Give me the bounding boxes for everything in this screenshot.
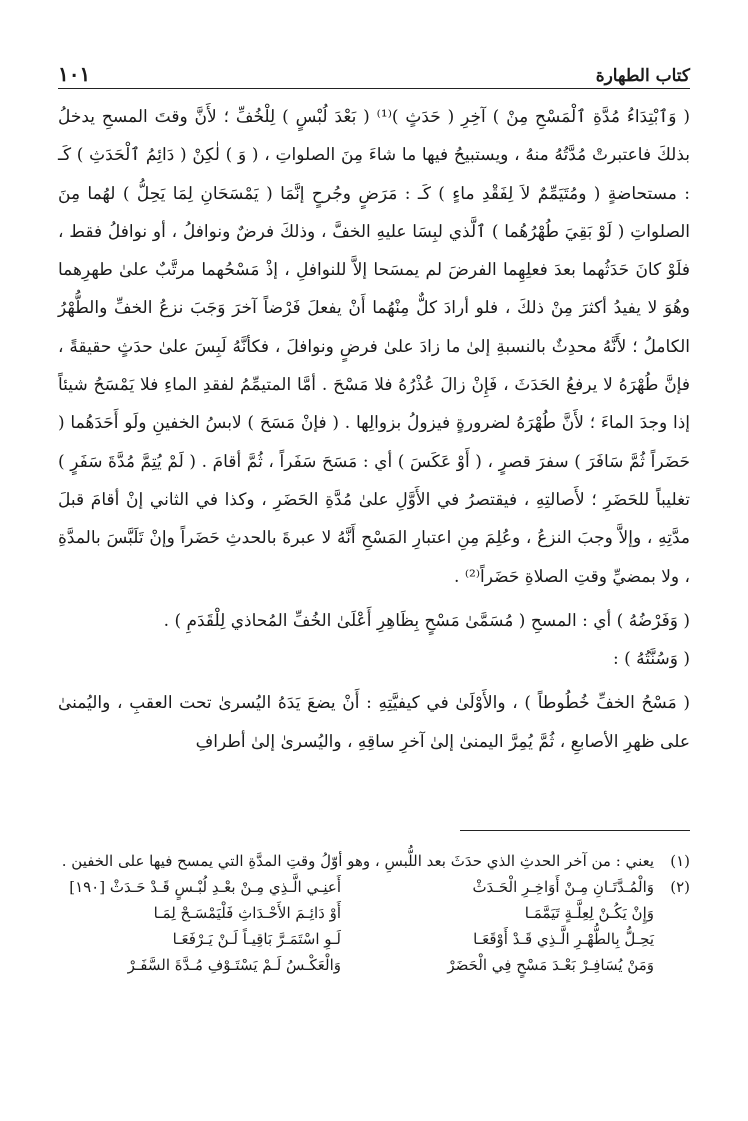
header-rule bbox=[58, 88, 690, 89]
paragraph: ( وَٱبْتِدَاءُ مُدَّةِ ٱلْمَسْحِ مِنْ ) آخِرِ ( حَدَثٍ )⁽¹⁾ ( بَعْدَ لُبْسٍ ) لِلْخُفِّ ؛ لأَنَّ وقتَ المسحِ يدخلُ بذلكَ فاعتبرتْ مُدَّتُهُ منهُ ، ويستبيحُ فيها ما شاءَ مِنَ الصلواتِ ، ( وَ ) لٰكِنْ ( دَائِمُ ٱلْحَدَثِ ) كَـ : مستحاضةٍ ( ومُتَيَمِّمٌ لاَ لِفَقْدِ ماءٍ ) كَـ : مَرَضٍ وجُرحٍ إنَّمَا ( يَمْسَحَانِ لِمَا يَحِلُّ ) لهُما مِنَ الصلواتِ ( لَوْ بَقِيَ طُهْرُهُما ) ٱلَّذي لبِسَا عليهِ الخفَّ ، وذلكَ فرضٌ ونوافلُ ، أو نوافلُ فقط ، فلَوْ كانَ حَدَثُهما بعدَ فعلِهِما الفرضَ لم يمسَحا إلاَّ للنوافلِ ، إذْ مَسْحُهما مرتَّبٌ علىٰ طهرِهما وهُوَ لا يفيدُ أكثرَ مِنْ ذلكَ ، فلو أرادَ كلٌّ مِنْهُما أَنْ يفعلَ فَرْضاً آخرَ وَجَبَ نزعُ الخفِّ والطُّهْرُ الكاملُ ؛ لأَنَّهُ محدِثٌ بالنسبةِ إلىٰ ما زادَ علىٰ فرضٍ ونوافلَ ، فكأنَّهُ لَبِسَ علىٰ حدَثٍ حقيقةً ، فإنَّ طُهْرَهُ لا يرفعُ الحَدَثَ ، فَإِنْ زالَ عُذْرُهُ فلا مَسْحَ . أمَّا المتيمِّمُ لفقدِ الماءِ فلا يَمْسَحُ شيئاً إذا وجدَ الماءَ ؛ لأَنَّ طُهْرَهُ لضرورةٍ فيزولُ بزوالِها . ( فإنْ مَسَحَ ) لابسُ الخفينِ ولَو أَحَدَهُما ( حَضَراً ثُمَّ سَافَرَ ) سفرَ قصرٍ ، ( أَوْ عَكَسَ ) أي : مَسَحَ سَفَراً ، ثُمَّ أقامَ . ( لَمْ يُتِمَّ مُدَّةَ سَفَرٍ ) تغليباً للحَضَرِ ؛ لأَصالتِهِ ، فيقتصرُ في الأَوَّلِ علىٰ مُدَّةِ الحَضَرِ ، وكذا في الثاني إنْ أقامَ قبلَ مدَّتِهِ ، وإلاَّ وجبَ النزعُ ، وعُلِمَ مِنِ اعتبارِ المَسْحِ أَنَّهُ لا عبرةَ بالحدثِ حَضَراً وإنْ تَلَبَّسَ بالمدَّةِ ، ولا بمضيِّ وقتِ الصلاةِ حَضَراً⁽²⁾ . bbox=[58, 107, 691, 587]
verse-hemistich: أَوْ دَائِـمَ الأَحْـدَاثِ فَلْيَمْسَـحْ لِمَـا bbox=[153, 904, 341, 922]
verse-hemistich: وَإِنْ يَكُـنْ لِعِلَّـةٍ تَيَمَّمَـا bbox=[524, 904, 654, 922]
main-text bbox=[58, 98, 690, 761]
footnote-number: (١) bbox=[670, 852, 690, 870]
running-header bbox=[58, 56, 690, 86]
paragraph: ( وَفَرْضُهُ ) أي : المسحِ ( مُسَمَّىٰ مَسْحٍ بِظَاهِرِ أَعْلَىٰ الخُفِّ المُحاذي لِلْقَدَمِ ) . bbox=[163, 610, 690, 631]
paragraph: ( مَسْحُ الخفِّ خُطُوطاً ) ، والأَوْلَىٰ في كيفيَّتِهِ : أَنْ يضعَ يَدَهُ اليُسرىٰ تحت العقبِ ، واليُمنىٰ على ظهرِ الأصابعِ ، ثُمَّ يُمِرَّ اليمنىٰ إلىٰ آخرِ ساقِهِ ، واليُسرىٰ إلىٰ أطرافِ bbox=[58, 693, 690, 752]
footnote-text: يعني : من آخر الحدثِ الذي حدَثَ بعد اللُّبسِ ، وهو أوّلُ وقتِ المدَّةِ التي يمسح فيها على الخفين . bbox=[61, 852, 654, 870]
verse-hemistich: أَعنِـي الَّـذِي مِـنْ بعْـدِ لُبْـسٍ قَـدْ حَـدَثْ [١٩٠] bbox=[69, 878, 341, 896]
chapter-title: كتاب الطهارة bbox=[595, 66, 690, 86]
verse-hemistich: وَالْمُـدَّتَـانِ مِـنْ أَوَاخِـرِ الْحَـدَثْ bbox=[472, 878, 654, 896]
verse-hemistich: يَحِـلُّ بِالطُّهْـرِ الَّـذِي قَـدْ أَوْقَعَـا bbox=[473, 930, 654, 948]
footnote-number: (٢) bbox=[670, 878, 690, 896]
footnote-rule bbox=[460, 830, 690, 831]
footnotes bbox=[58, 848, 690, 978]
poem-verses bbox=[58, 874, 654, 978]
verse-hemistich: وَمَنْ يُسَافِـرْ بَعْـدَ مَسْحٍ فِي الْحَضَرْ bbox=[447, 956, 654, 974]
footnote bbox=[58, 874, 690, 978]
footnote bbox=[58, 848, 690, 874]
verse-hemistich: لَـوِ اسْتَمَـرَّ بَاقِيـاً لَـنْ يَـرْفَعَـا bbox=[172, 930, 341, 948]
page-number: ١٠١ bbox=[58, 62, 91, 86]
paragraph: ( وَسُنَّتُهُ ) : bbox=[612, 649, 690, 670]
verse-hemistich: وَالْعَكْـسُ لَـمْ يَسْتَـوْفِ مُـدَّةَ السَّفَـرْ bbox=[127, 956, 341, 974]
